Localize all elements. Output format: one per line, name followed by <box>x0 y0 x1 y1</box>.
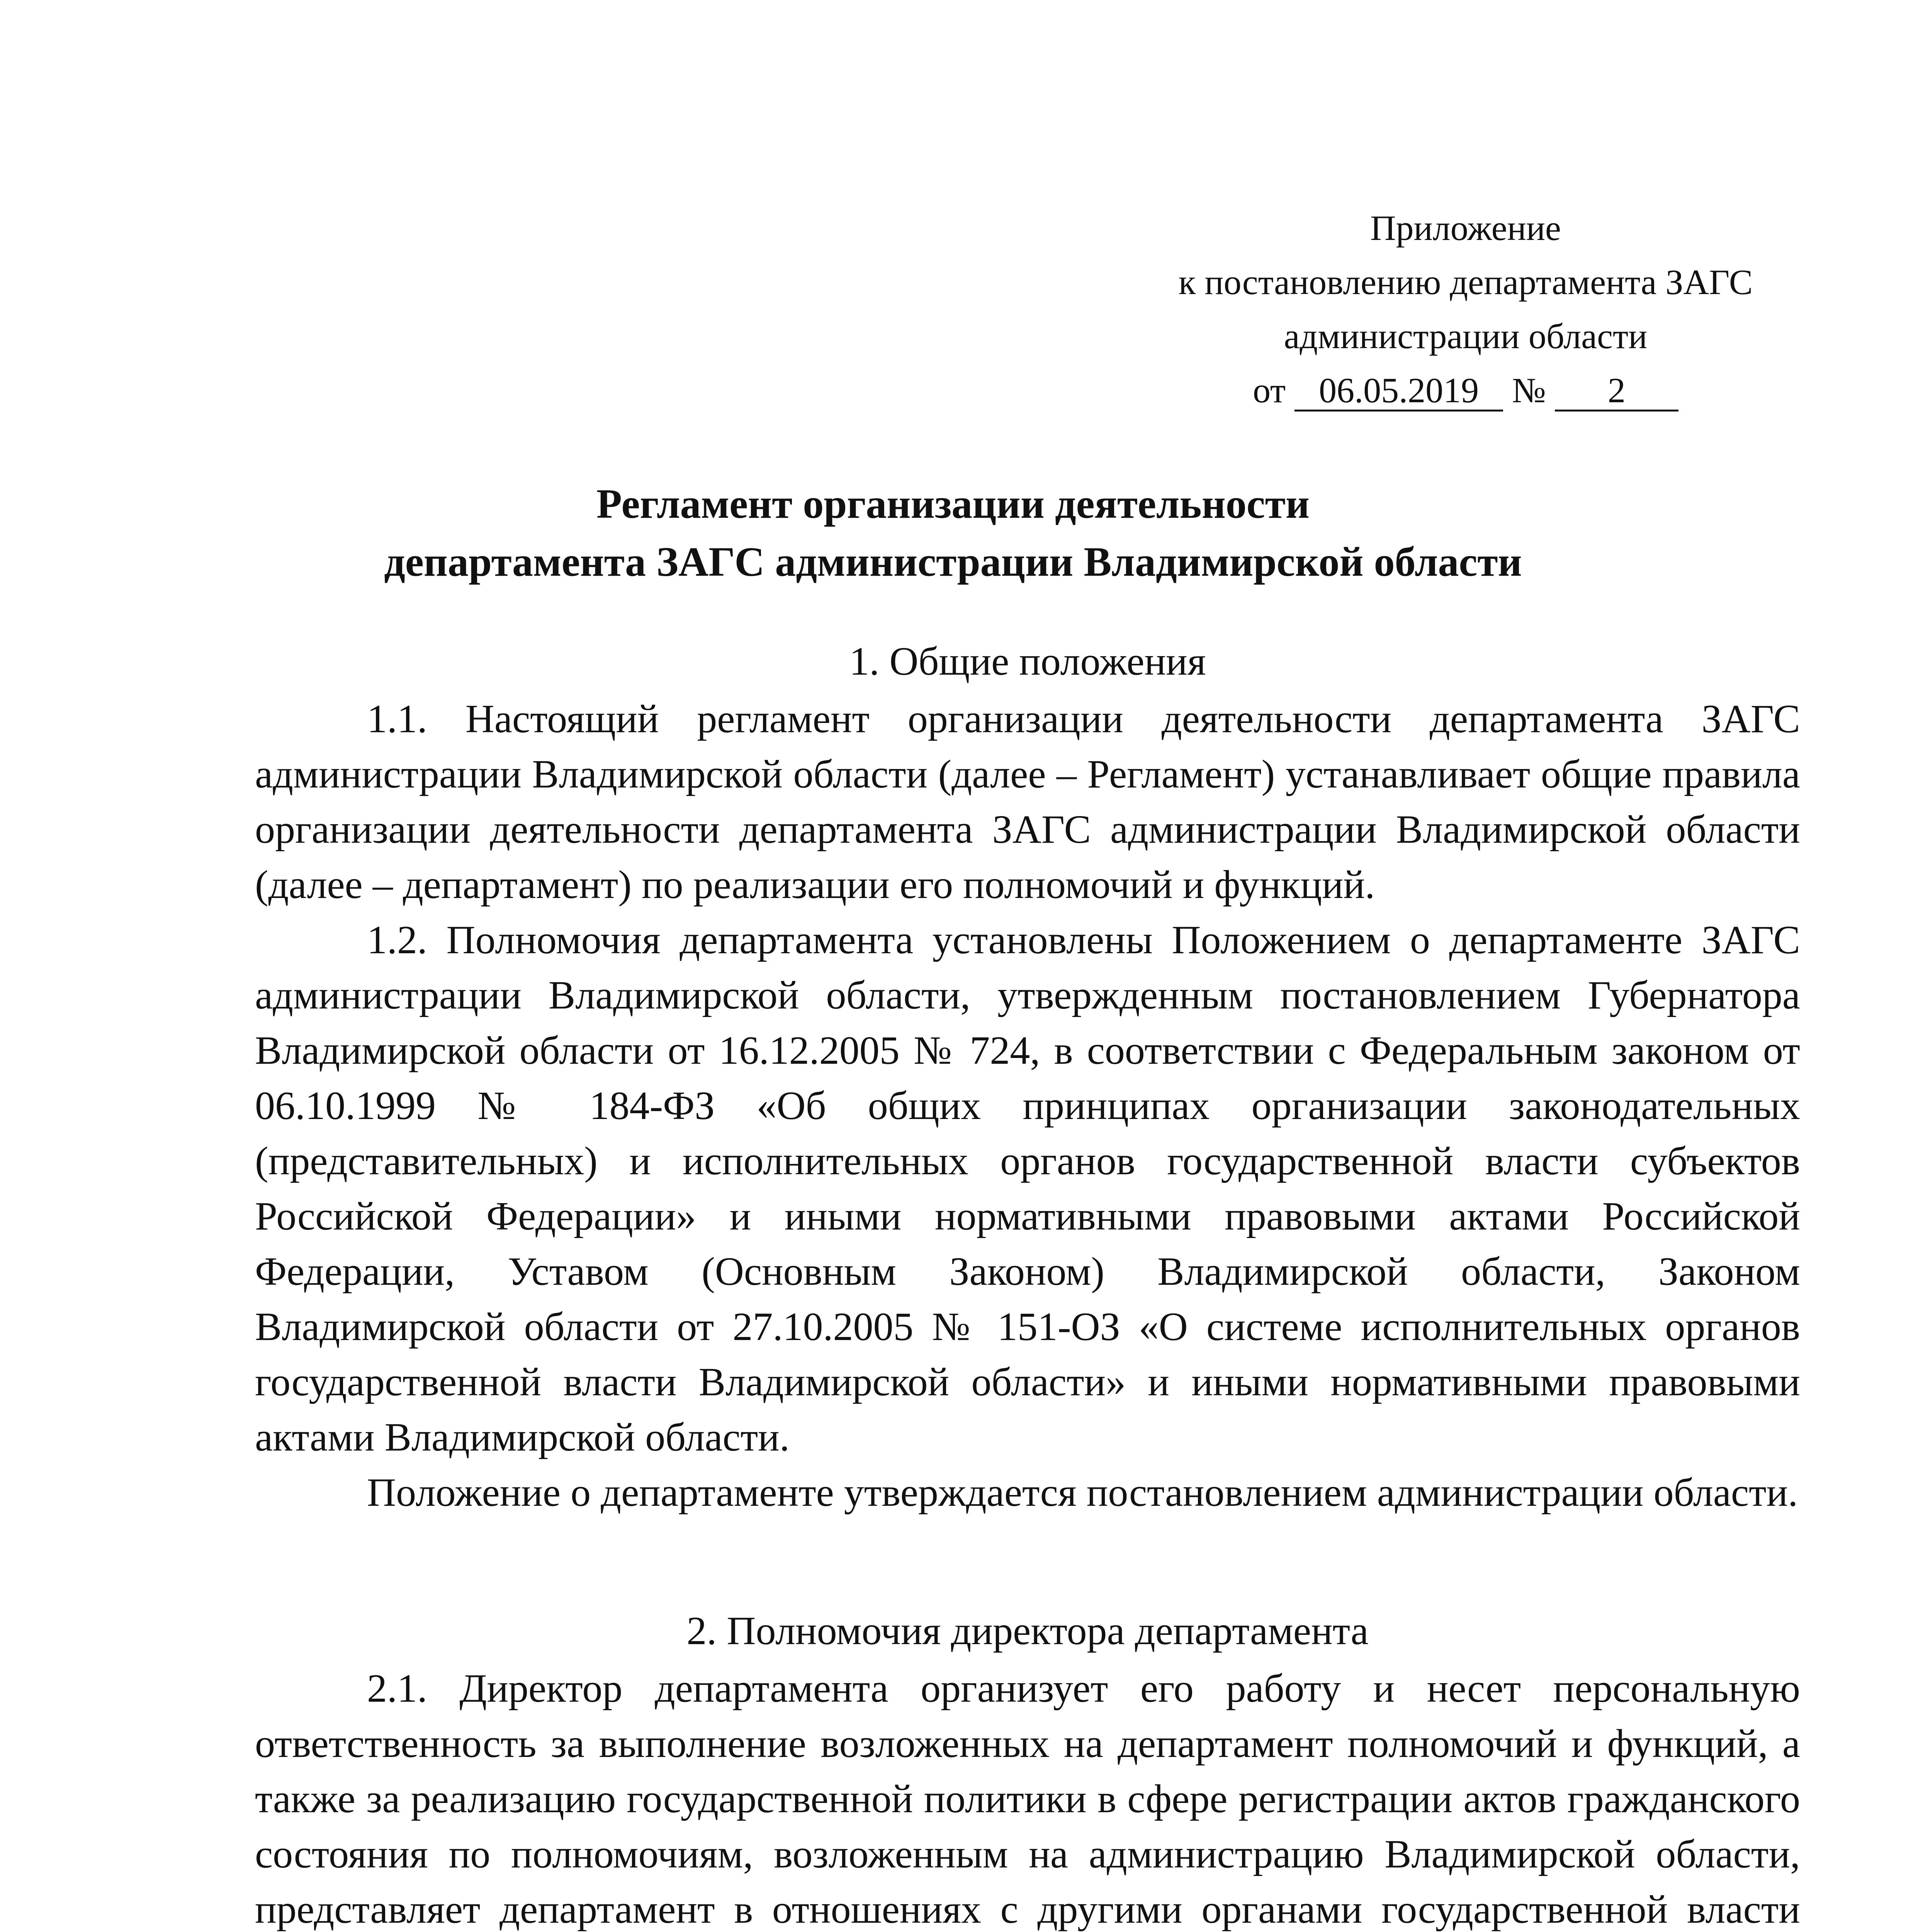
number-sign: № <box>1512 371 1546 410</box>
appendix-resolution: к постановлению департамента ЗАГС <box>1178 262 1753 302</box>
document-body <box>255 634 1800 1932</box>
paragraph-1-3: Положение о департаменте утверждается постановлением администрации области. <box>367 1470 1798 1515</box>
paragraph-1-2: 1.2. Полномочия департамента установлены Положением о департаменте ЗАГС администрации Владимирской области, утвержденным постановлением Губернатора Владимирской области от 16.12.2005 № 724, в соответствии с Федеральным законом от 06.10.1999 № 184-ФЗ «Об общих принципах организации законодательных (представительных) и исполнительных органов государственной власти субъектов Российской Федерации» и иными нормативными правовыми актами Российской Федерации, Уставом (Основным Законом) Владимирской области, Законом Владимирской области от 27.10.2005 № 151-ОЗ «О системе исполнительных органов государственной власти Владимирской области» и иными нормативными правовыми актами Владимирской области. <box>255 918 1800 1459</box>
date-prefix: от <box>1253 371 1286 410</box>
appendix-label: Приложение <box>1370 208 1561 248</box>
appendix-administration: администрации области <box>1284 316 1648 356</box>
paragraph-2-1: 2.1. Директор департамента организует его работу и несет персональную ответственность за выполнение возложенных на департамент полномочий и функций, а также за реализацию государственной политики в сфере регистрации актов гражданского состояния по полномочиям, возложенным на администрацию Владимирской области, представляет департамент в отношениях с другими органами государственной власти <box>255 1666 1800 1932</box>
title-line-2: департамента ЗАГС администрации Владимирской области <box>384 539 1522 585</box>
resolution-date: 06.05.2019 <box>1294 371 1503 412</box>
title-line-1: Регламент организации деятельности <box>596 481 1310 527</box>
appendix-block <box>1137 201 1794 417</box>
document-title <box>255 475 1651 591</box>
paragraph-1-1: 1.1. Настоящий регламент организации деятельности департамента ЗАГС администрации Владимирской области (далее – Регламент) устанавливает общие правила организации деятельности департамента ЗАГС администрации Владимирской области (далее – департамент) по реализации его полномочий и функций. <box>255 697 1800 907</box>
resolution-number: 2 <box>1555 371 1678 412</box>
appendix-date-line <box>1137 363 1794 417</box>
section-heading-2: 2. Полномочия директора департамента <box>686 1609 1369 1653</box>
section-heading-1: 1. Общие положения <box>849 639 1206 684</box>
